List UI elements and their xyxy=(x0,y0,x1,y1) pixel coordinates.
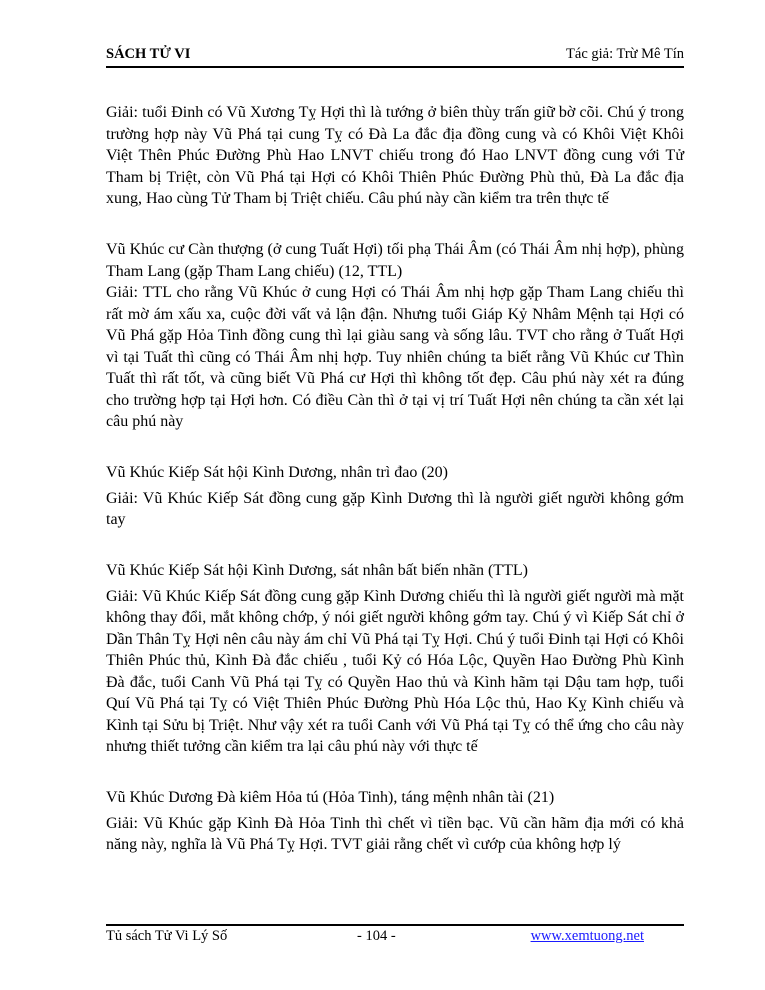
footer-divider xyxy=(106,924,684,926)
section-body: Giải: Vũ Khúc Kiếp Sát đồng cung gặp Kình Dương chiếu thì là người giết người mà mặt không thay đổi, mắt không chớp, ý nói giết người không gớm tay. Chú ý vì Kiếp Sát chỉ ở Dần Thân Tỵ Hợi nên câu này ám chỉ Vũ Phá tại Tỵ Hợi. Chú ý tuổi Đinh tại Hợi có Khôi Thiên Phúc thủ, Kình Đà đắc chiếu , tuổi Kỷ có Hóa Lộc, Quyền Hao Đường Phù Kình Đà đắc, tuổi Canh Vũ Phá tại Tỵ có Quyền Hao thủ và Kình hãm tại Dậu tam hợp, tuổi Quí Vũ Phá tại Tỵ có Việt Thiên Phúc Đường Phù Hóa Lộc thủ, Hao Kỵ Kình chiếu và Kình tại Sửu bị Triệt. Như vậy xét ra tuổi Canh với Vũ Phá tại Tỵ có thể ứng cho câu này nhưng thiết tưởng cần kiểm tra lại câu phú này với thực tế xyxy=(106,587,684,755)
page-header xyxy=(106,42,684,66)
page-footer xyxy=(106,928,684,948)
section-body: Giải: Vũ Khúc gặp Kình Đà Hỏa Tinh thì chết vì tiền bạc. Vũ cần hãm địa mới có khả năng này, nghĩa là Vũ Phá Tỵ Hợi. TVT giải rằng chết vì cướp của không hợp lý xyxy=(106,814,684,853)
page-content xyxy=(106,102,684,856)
website-link[interactable]: www.xemtuong.net xyxy=(530,928,644,944)
section-title: Vũ Khúc Kiếp Sát hội Kình Dương, sát nhân bất biến nhãn (TTL) xyxy=(106,562,528,579)
author-line: Tác giả: Trừ Mê Tín xyxy=(566,46,684,62)
section-title: Vũ Khúc Dương Đà kiêm Hỏa tú (Hỏa Tinh), táng mệnh nhân tài (21) xyxy=(106,789,555,806)
section-body: Giải: tuổi Đinh có Vũ Xương Tỵ Hợi thì là tướng ở biên thùy trấn giữ bờ cõi. Chú ý trong trường hợp này Vũ Phá tại cung Tỵ có Đà La đắc địa đồng cung và có Khôi Việt Khôi Việt Thên Phúc Đường Phù Hao LNVT chiếu trong đó Hao LNVT đồng cung với Tử Tham bị Triệt, còn Vũ Phá tại Hợi có Khôi Thiên Phúc Đường Phù thủ, Đà La đắc địa xung, Hao cùng Tử Tham bị Triệt chiếu. Câu phú này cần kiểm tra trên thực tế xyxy=(106,104,684,207)
page-number: - 104 - xyxy=(357,928,396,944)
section-body: Giải: Vũ Khúc Kiếp Sát đồng cung gặp Kình Dương thì là người giết người không gớm tay xyxy=(106,489,684,528)
header-divider xyxy=(106,66,684,68)
footer-series: Tủ sách Tử Vi Lý Số xyxy=(106,928,228,944)
book-title: SÁCH TỬ VI xyxy=(106,46,191,62)
section-title: Vũ Khúc Kiếp Sát hội Kình Dương, nhân trì đao (20) xyxy=(106,464,448,481)
section-title: Vũ Khúc cư Càn thượng (ở cung Tuất Hợi) tối phạ Thái Âm (có Thái Âm nhị hợp), phùng Tham Lang (gặp Tham Lang chiếu) (12, TTL) xyxy=(106,241,684,280)
section-body: Giải: TTL cho rằng Vũ Khúc ở cung Hợi có Thái Âm nhị hợp gặp Tham Lang chiếu thì rất mờ ám xấu xa, cuộc đời vất vả lận đận. Nhưng tuổi Giáp Kỷ Nhâm Mệnh tại Hợi có Vũ Phá gặp Hỏa Tinh đồng cung thì lại giàu sang và sống lâu. TVT cho rằng ở Tuất Hợi vì tại Tuất thì cũng có Thái Âm nhị hợp. Tuy nhiên chúng ta biết rằng Vũ Khúc cư Thìn Tuất thì rất tốt, và cũng biết Vũ Phá cư Hợi thì không tốt đẹp. Câu phú này xét ra đúng cho trường hợp tại Hợi hơn. Có điều Càn thì ở tại vị trí Tuất Hợi nên chúng ta cần xét lại câu phú này xyxy=(106,284,684,430)
